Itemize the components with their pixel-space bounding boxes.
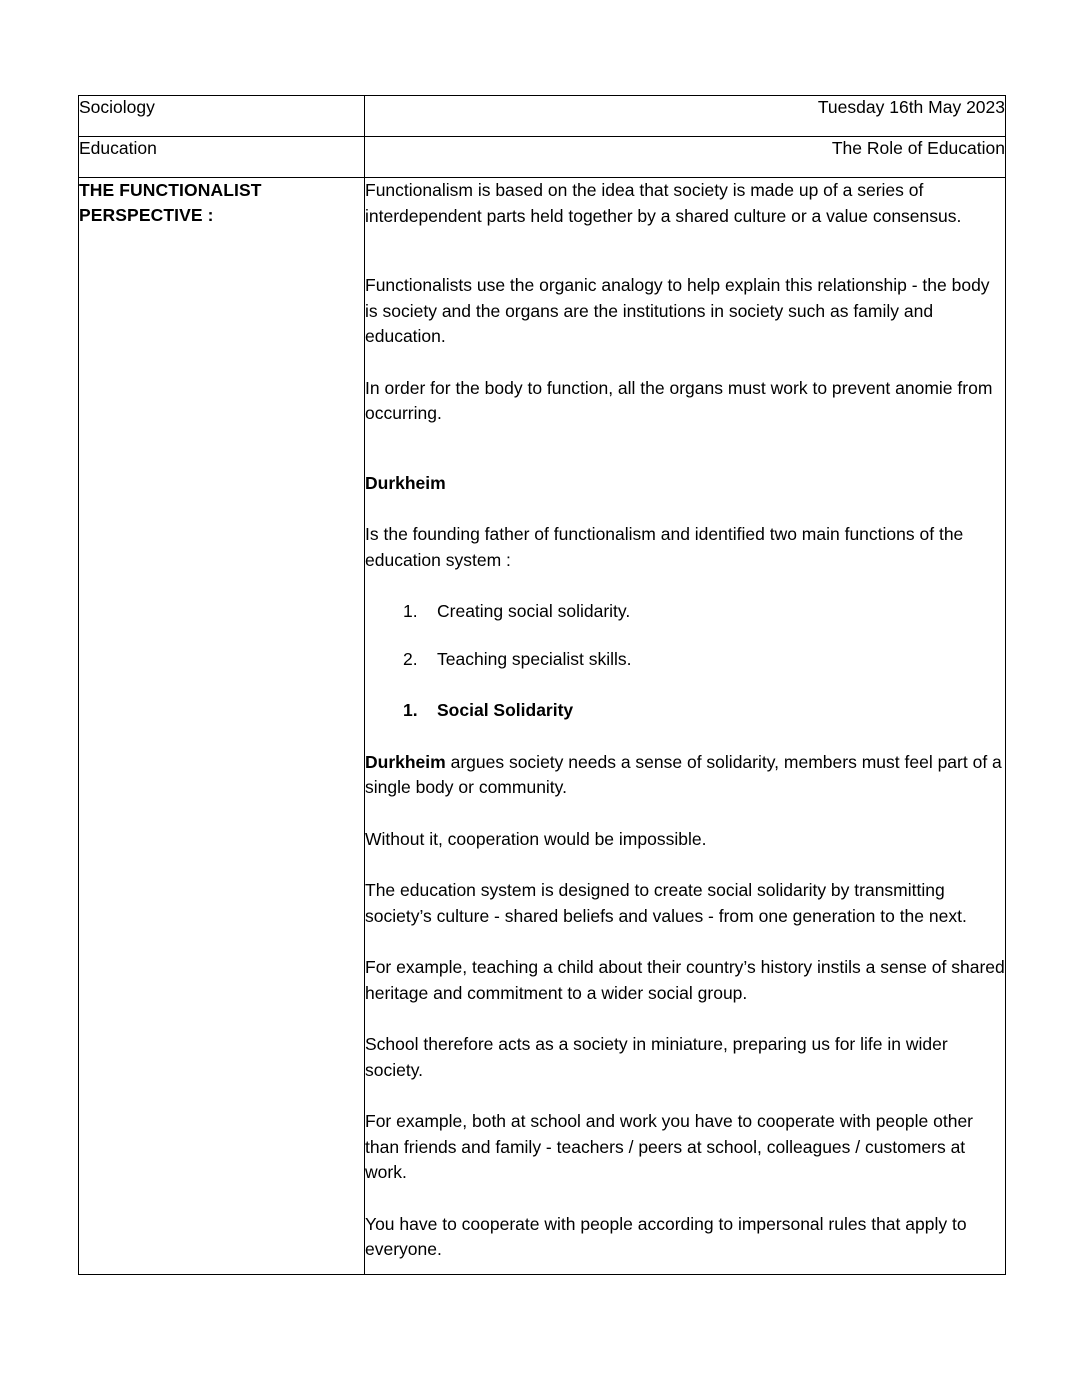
paragraph-without-cooperation: Without it, cooperation would be impossible. <box>365 828 707 849</box>
topic-cell: Education <box>79 137 365 178</box>
paragraph-country-history-example: For example, teaching a child about their country’s history instils a sense of shared heritage and commitment to a wider social group. <box>365 957 1005 1003</box>
subheading-durkheim: Durkheim <box>365 472 446 493</box>
list-marker: 1. <box>403 700 418 720</box>
paragraph-durkheim-solidarity <box>365 750 1005 801</box>
notes-table <box>78 95 1006 1275</box>
list-education-functions <box>365 599 1005 672</box>
list-marker: 2. <box>403 648 418 669</box>
paragraph-functionalism-definition: Functionalism is based on the idea that society is made up of a series of interdependent parts held together by a shared culture or a value consensus. <box>365 180 962 226</box>
list-marker: 1. <box>403 601 418 621</box>
table-row-content <box>79 178 1006 1275</box>
paragraph-anomie: In order for the body to function, all the organs must work to prevent anomie from occurring. <box>365 377 993 423</box>
notes-body-cell <box>365 178 1006 1275</box>
paragraph-durkheim-functions: Is the founding father of functionalism and identified two main functions of the education system : <box>365 524 964 570</box>
subject-cell: Sociology <box>79 96 365 137</box>
list-item <box>365 698 1005 724</box>
list-item-label: Creating social solidarity. <box>437 601 631 621</box>
paragraph-durkheim-solidarity-text: argues society needs a sense of solidarity, members must feel part of a single body or community. <box>365 751 1002 797</box>
paragraph-society-in-miniature: School therefore acts as a society in miniature, preparing us for life in wider society. <box>365 1034 948 1080</box>
section-heading-cell: THE FUNCTIONALIST PERSPECTIVE : <box>79 178 365 1275</box>
list-item <box>365 599 1005 625</box>
paragraph-organic-analogy: Functionalists use the organic analogy to help explain this relationship - the body is society and the organs are the institutions in society such as family and education. <box>365 275 990 346</box>
table-row-topic-title <box>79 137 1006 178</box>
list-item-label: Teaching specialist skills. <box>437 648 632 669</box>
list-item <box>365 647 1005 673</box>
subheading-social-solidarity <box>365 698 1005 724</box>
list-item-label: Social Solidarity <box>437 700 574 720</box>
lesson-title-cell: The Role of Education <box>365 137 1006 178</box>
table-row-subject-date <box>79 96 1006 137</box>
paragraph-school-work-cooperation: For example, both at school and work you have to cooperate with people other than friends and family - teachers / peers at school, colleagues / customers at work. <box>365 1111 974 1182</box>
date-cell: Tuesday 16th May 2023 <box>365 96 1006 137</box>
paragraph-education-transmits-culture: The education system is designed to create social solidarity by transmitting society’s culture - shared beliefs and values - from one generation to the next. <box>365 880 967 926</box>
paragraph-impersonal-rules: You have to cooperate with people according to impersonal rules that apply to everyone. <box>365 1213 967 1259</box>
inline-bold-durkheim: Durkheim <box>365 751 446 772</box>
